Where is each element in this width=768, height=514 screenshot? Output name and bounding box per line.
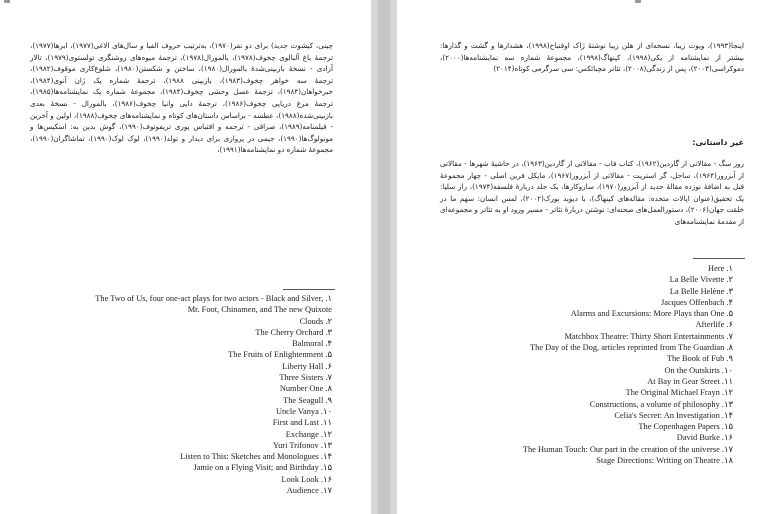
footnote-item: La Belle Vivette .۲	[669, 275, 733, 285]
footnote-item: Jacques Offenbach .۴	[660, 297, 733, 307]
right-body-paragraph-top: اینجا(۱۹۹۳)، ویوت زیبا، نسخه‌ای از هلن زیبا نوشتهٔ ژاک اوفنباخ(۱۹۹۸)، هشدارها و گشت و گذارها: بیشتر از نمایشنامه از یکی(۱۹۹۸)، کپنهاگ(۱۹۹۸)، مجموعهٔ شماره سه نمایشنامه‌ها(۲۰۰۰)، دموکراسی(۲۰۰۳)، پس از زندگی(۲۰۰۸)، تئاتر مچبائکس: سی سرگرمی کوتاه(۲۰۱۴)	[440, 41, 744, 74]
footnote-item: Alarms and Excursions: More Plays than One .۵	[570, 309, 733, 319]
footnote-item: Liberty Hall .۶	[282, 361, 332, 371]
footnote-item: The Book of Fub .۹	[666, 354, 733, 364]
footnote-item: The Two of Us, four one-act plays for two actors - Black and Silver, .۱	[95, 294, 332, 303]
footnote-item: Uncle Vanya .۱۰	[275, 406, 332, 416]
footnote-item: Jamie on a Flying Visit; and Birthday .۱۵	[193, 463, 332, 473]
footnote-item: The Human Touch: Our part in the creation of the universe .۱۷	[522, 444, 733, 454]
footnote-item: Stage Directions: Writing on Theatre .۱۸	[596, 456, 733, 466]
footnote-item: Number One .۸	[279, 384, 332, 394]
footnote-item: La Belle Helène .۳	[669, 286, 733, 296]
footnote-rule	[693, 258, 745, 259]
footnote-item: Here .۱	[708, 264, 733, 273]
left-body-text	[30, 40, 333, 156]
section-heading: غیر داستانی:	[692, 138, 744, 147]
footnote-item: The Day of the Dog, articles reprinted from The Guardian .۸	[530, 343, 733, 353]
footnote-item: Balmoral .۴	[292, 339, 332, 349]
footnote-item: Clouds .۲	[299, 316, 332, 326]
footnote-item: The Copenhagen Papers .۱۵	[638, 422, 733, 432]
footnote-item: On the Outskirts .۱۰	[664, 365, 733, 375]
footnote-item: Afterlife .۶	[695, 320, 733, 330]
right-footnotes	[415, 263, 733, 466]
footnote-item: Yuri Trifonov .۱۳	[272, 440, 332, 450]
footnote-item: The Fruits of Enlightenment .۵	[228, 350, 332, 360]
page-top-mark	[635, 0, 641, 3]
footnote-item: Mr. Foot, Chinamen, and The new Quixote	[187, 305, 332, 315]
footnote-item: Listen to This: Sketches and Monologues .۱۴	[180, 452, 332, 462]
footnote-rule	[283, 289, 335, 290]
footnote-item: Matchbox Theatre: Thirty Short Entertainments .۷	[564, 331, 733, 341]
footnote-item: First and Last .۱۱	[272, 418, 332, 428]
footnote-item: David Burke .۱۶	[676, 433, 733, 443]
footnote-item: Constructions, a volume of philosophy .۱۳	[589, 399, 733, 409]
footnote-item: The Original Michael Frayn .۱۲	[625, 388, 733, 398]
right-body-text-bottom	[440, 158, 744, 228]
page-top-mark	[4, 0, 10, 3]
right-page	[397, 0, 768, 514]
right-body-text-top	[440, 40, 744, 75]
book-spine	[378, 0, 390, 514]
right-body-paragraph-bottom: روز سگ - مقالاتی از گاردین(۱۹۶۲)، کتاب فاب - مقالاتی از گاردین(۱۹۶۳)، در حاشیهٔ شهرها - مقالاتی از آبزرور(۱۹۶۴)، ساحل، گر استریت - مقالاتی از آبزرور(۱۹۶۷)، مایکل فرین اصلی - چهار مجموعهٔ قبل به اضافهٔ نوزده مقالهٔ جدید از آبزرور(۱۹۷۰)، سازوکارها، یک جلد دربارهٔ فلسفه(۱۹۷۴)، راز سلیا: یک تحقیق(عنوان ایالات متحده: مقاله‌های کپنهاگ)، با دیوید بورک(۲۰۰۲)، لمس انسان: سهم ما در خلقت جهان(۲۰۰۶)، دستورالعمل‌های صحنه‌ای: نوشتن دربارهٔ تئاتر - مسیر ورود او به تئاتر و مجموعه‌ای از مقدمهٔ نمایشنامه‌های	[439, 159, 745, 226]
footnote-item: Three Sisters .۷	[279, 373, 332, 383]
footnote-item: Audience .۱۷	[286, 486, 332, 496]
footnote-item: The Seagull .۹	[283, 395, 332, 405]
footnote-item: Exchange .۱۲	[285, 429, 332, 439]
footnote-item: Celia's Secret: An Investigation .۱۴	[614, 410, 733, 420]
footnote-item: The Cherry Orchard .۳	[255, 327, 332, 337]
footnote-item: At Bay in Gear Street .۱۱	[647, 376, 733, 386]
left-footnotes	[14, 293, 332, 496]
left-body-paragraph: چینی، کیشوت جدید) برای دو نفر(۱۹۷۰)، به‌ترتیب حروف الفبا و سال‌های الاغی(۱۹۷۷)، ابرها(۱۹۷۷)، ترجمهٔ باغ آلبالوی چخوف(۱۹۷۸)، بالمورال(۱۹۷۸)، ترجمهٔ میوه‌های روشنگری تولستوی(۱۹۷۹)، تالار آزادی - نسخهٔ بازبینی‌شدهٔ بالمورال(۱۹۸۰)، ساختن و شکستن(۱۹۸۰)، شلوغ‌کاری موقوف(۱۹۸۲)، ترجمهٔ سه خواهر چخوف(۱۹۸۳)، بازبینی ۱۹۸۸)، ترجمهٔ شماره یک ژان آنوی(۱۹۸۴)، خبرخواهان(۱۹۸۴)، ترجمهٔ عسل وحشی چخوف(۱۹۸۴)، مجموعهٔ شماره یک نمایشنامه‌ها(۱۹۸۵)، ترجمهٔ مرغ دریایی چخوف(۱۹۸۶)، ترجمهٔ دایی وانیا چخوف(۱۹۸۶)، بالمورال - نسخهٔ بعدی بازبینی‌شده(۱۹۸۸)، عطسه - براساس داستان‌های کوتاه و نمایشنامه‌های چخوف(۱۹۸۸)، اولین و آخرین - فیلمنامه(۱۹۸۹)، صراقی - ترجمه و اقتباس یوری تریفونوف(۱۹۹۰)، گوش بدین به: اسکیس‌ها و مونولوگ‌ها(۱۹۹۰)، جیمی در پروازی برای دیدار و تولد(۱۹۹۰)، لوک لوک(۱۹۹۰)، تماشاگران(۱۹۹۰)، مجموعهٔ شماره دو نمایشنامه‌ها(۱۹۹۱)،	[30, 41, 334, 155]
left-page	[0, 0, 371, 514]
footnote-item: Look Look .۱۶	[281, 474, 332, 484]
